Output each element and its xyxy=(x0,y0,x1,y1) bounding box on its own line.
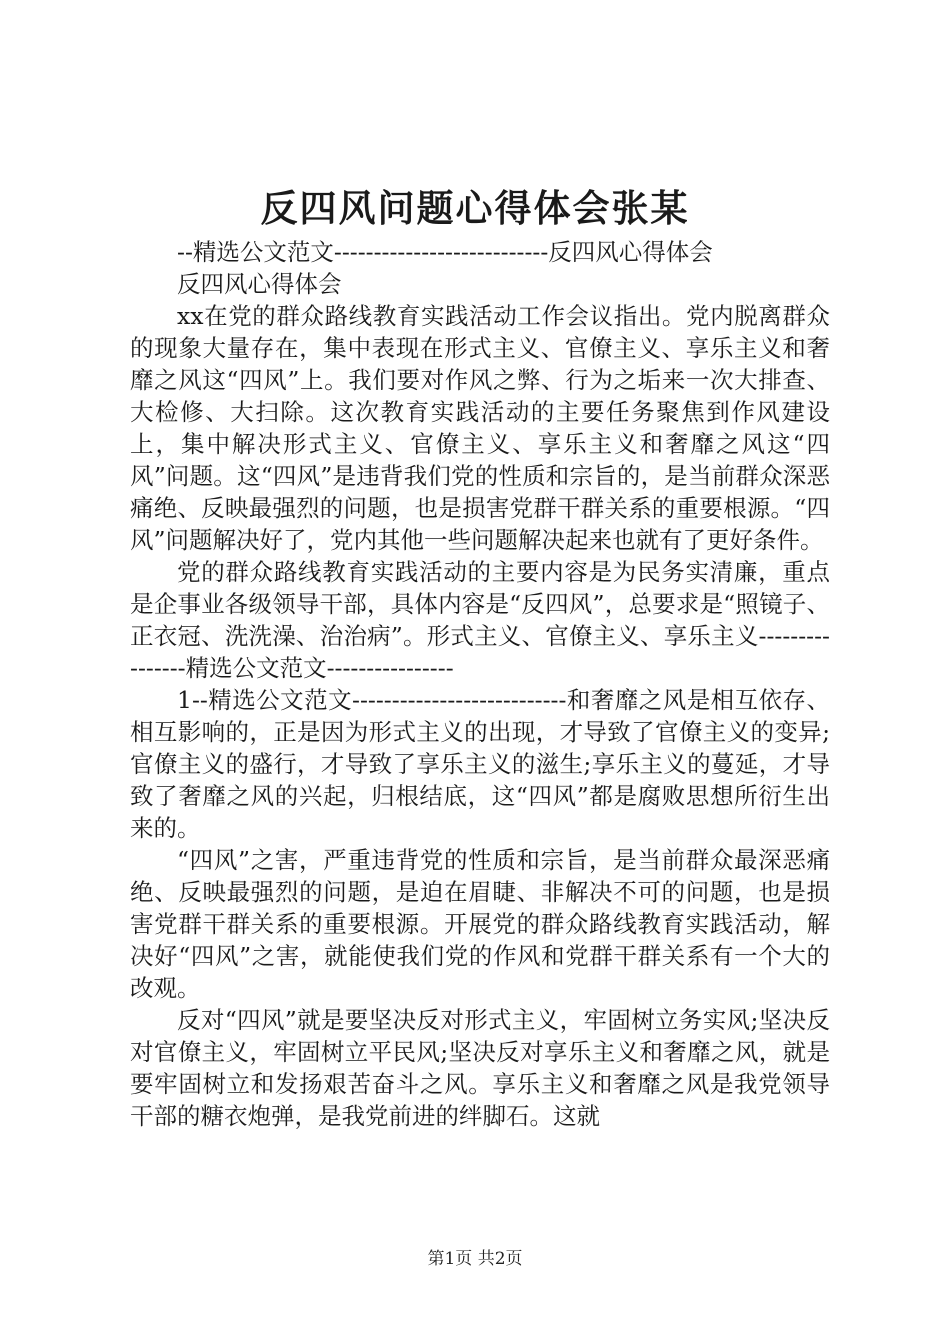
page-footer: 第1页 共2页 xyxy=(427,1249,523,1269)
paragraph: 反对“四风”就是要坚决反对形式主义，牢固树立务实风;坚决反对官僚主义，牢固树立平民风;坚决反对享乐主义和奢靡之风，就是要牢固树立和发扬艰苦奋斗之风。享乐主义和奢靡之风是我党领导干部的糖衣炮弹，是我党前进的绊脚石。这就 xyxy=(130,1006,830,1130)
header-line: --精选公文范文---------------------------反四风心得体会 xyxy=(177,238,713,266)
document-title: 反四风问题心得体会张某 xyxy=(260,186,690,230)
paragraph: “四风”之害，严重违背党的性质和宗旨，是当前群众最深恶痛绝、反映最强烈的问题，是迫在眉睫、非解决不可的问题，也是损害党群干群关系的重要根源。开展党的群众路线教育实践活动，解决好“四风”之害，就能使我们党的作风和党群干群关系有一个大的改观。 xyxy=(130,846,830,1002)
paragraph: xx在党的群众路线教育实践活动工作会议指出。党内脱离群众的现象大量存在，集中表现在形式主义、官僚主义、享乐主义和奢靡之风这“四风”上。我们要对作风之弊、行为之垢来一次大排查、大检修、大扫除。这次教育实践活动的主要任务聚焦到作风建设上，集中解决形式主义、官僚主义、享乐主义和奢靡之风这“四风”问题。这“四风”是违背我们党的性质和宗旨的，是当前群众深恶痛绝、反映最强烈的问题，也是损害党群干群关系的重要根源。“四风”问题解决好了，党内其他一些问题解决起来也就有了更好条件。 xyxy=(130,302,830,554)
paragraph: 1--精选公文范文---------------------------和奢靡之风是相互依存、相互影响的，正是因为形式主义的出现，才导致了官僚主义的变异;官僚主义的盛行，才导致了享乐主义的滋生;享乐主义的蔓延，才导致了奢靡之风的兴起，归根结底，这“四风”都是腐败思想所衍生出来的。 xyxy=(130,686,830,842)
paragraph: 党的群众路线教育实践活动的主要内容是为民务实清廉，重点是企事业各级领导干部，具体内容是“反四风”，总要求是“照镜子、正衣冠、洗洗澡、治治病”。形式主义、官僚主义、享乐主义----------------精选公文范文---------------- xyxy=(130,558,830,682)
document-body xyxy=(130,236,830,1132)
section-heading: 反四风心得体会 xyxy=(177,270,342,298)
